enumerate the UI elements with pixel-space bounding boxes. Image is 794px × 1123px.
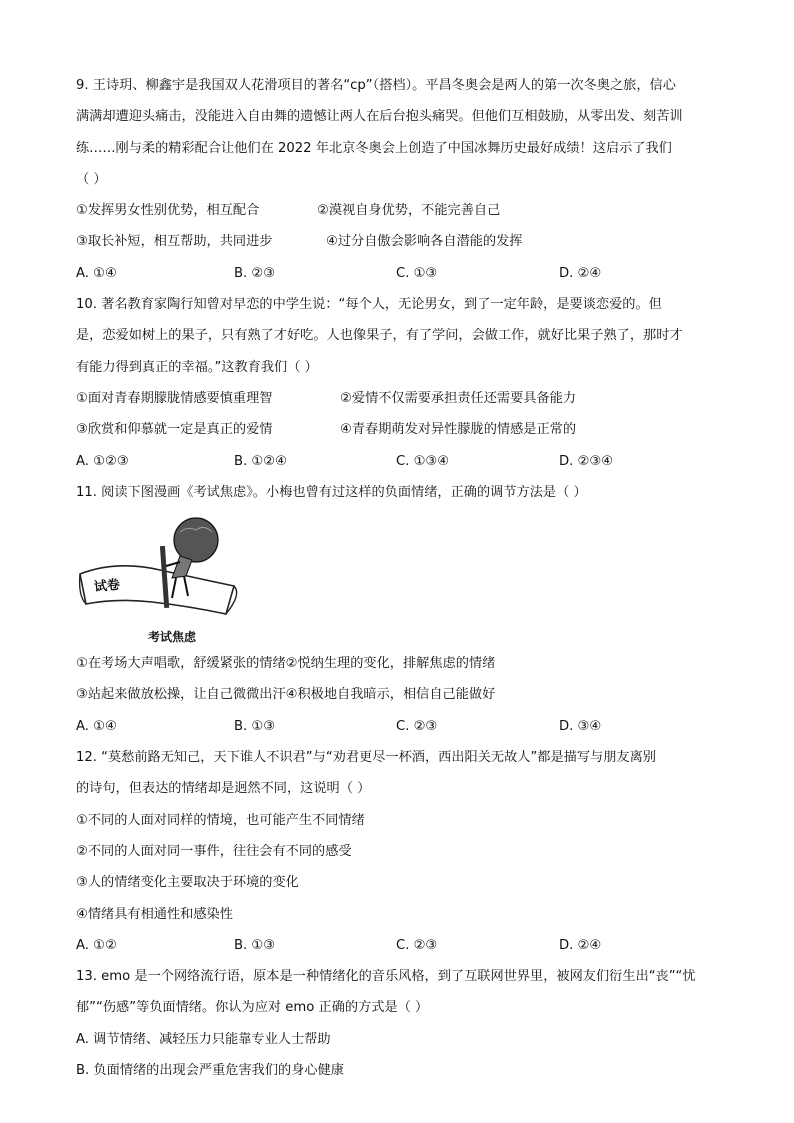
question-stem-line: 11. 阅读下图漫画《考试焦虑》。小梅也曾有过这样的负面情绪，正确的调节方法是（ ） xyxy=(76,484,587,500)
option-c[interactable]: C. ②③ xyxy=(396,937,438,953)
statement-row xyxy=(76,383,726,414)
question-stem-line: 郁”“伤感”等负面情绪。你认为应对 emo 正确的方式是（ ） xyxy=(76,1000,429,1016)
question-stem-line: 练……刚与柔的精彩配合让他们在 2022 年北京冬奥会上创造了中国冰舞历史最好成绩！这启示了我们 xyxy=(76,140,672,156)
question-stem-line: 10. 著名教育家陶行知曾对早恋的中学生说：“每个人，无论男女，到了一定年龄，是要谈恋爱的。但 xyxy=(76,297,662,313)
option-d[interactable]: D. ②④ xyxy=(559,937,602,953)
statement-4: ④青春期萌发对异性朦胧的情感是正常的 xyxy=(340,422,577,438)
statement-1: ①不同的人面对同样的情境，也可能产生不同情绪 xyxy=(76,812,365,828)
exam-page xyxy=(76,70,726,1086)
answer-options xyxy=(76,446,726,477)
statement-1: ①发挥男女性别优势，相互配合 xyxy=(76,203,260,219)
option-a[interactable]: A. ①②③ xyxy=(76,453,129,469)
option-b[interactable]: B. ②③ xyxy=(234,265,276,281)
option-c[interactable]: C. ①③④ xyxy=(396,453,450,469)
statement-2: ②漠视自身优势，不能完善自己 xyxy=(317,203,501,219)
statement-4: ④情绪具有相通性和感染性 xyxy=(76,906,233,922)
statement-3: ③取长补短，相互帮助，共同进步 xyxy=(76,234,273,250)
question-11 xyxy=(76,477,726,742)
cartoon-figure xyxy=(76,508,726,648)
option-b[interactable]: B. ①③ xyxy=(234,937,276,953)
question-13 xyxy=(76,961,726,1086)
statement-3: ③欣赏和仰慕就一定是真正的爱情 xyxy=(76,422,273,438)
answer-options xyxy=(76,711,726,742)
option-d[interactable]: D. ②③④ xyxy=(559,453,614,469)
question-stem-line: 的诗句，但表达的情绪却是迥然不同，这说明（ ） xyxy=(76,781,371,797)
answer-blank: （ ） xyxy=(76,171,107,187)
statement-2: ②爱情不仅需要承担责任还需要具备能力 xyxy=(340,390,577,406)
statement-4: ④过分自傲会影响各自潜能的发挥 xyxy=(326,234,523,250)
option-a[interactable]: A. ①② xyxy=(76,937,117,953)
answer-options xyxy=(76,258,726,289)
option-a[interactable]: A. ①④ xyxy=(76,265,117,281)
option-d[interactable]: D. ③④ xyxy=(559,718,602,734)
option-c[interactable]: C. ②③ xyxy=(396,718,438,734)
paper-label: 试卷 xyxy=(93,577,121,596)
question-12 xyxy=(76,742,726,961)
statement-1: ①面对青春期朦胧情感要慎重理智 xyxy=(76,390,273,406)
cartoon-exam-anxiety-illustration xyxy=(76,516,246,628)
statement-row xyxy=(76,414,726,445)
statement-3: ③人的情绪变化主要取决于环境的变化 xyxy=(76,875,299,891)
figure-caption: 考试焦虑 xyxy=(148,630,197,645)
question-stem-line: 满满却遭迎头痛击，没能进入自由舞的遗憾让两人在后台抱头痛哭。但他们互相鼓励，从零出发、刻苦训 xyxy=(76,109,683,125)
option-a[interactable]: A. 调节情绪、减轻压力只能靠专业人士帮助 xyxy=(76,1031,331,1047)
question-9 xyxy=(76,70,726,289)
question-stem-line: 9. 王诗玥、柳鑫宇是我国双人花滑项目的著名“cp”（搭档）。平昌冬奥会是两人的第一次冬奥之旅，信心 xyxy=(76,78,676,93)
question-10 xyxy=(76,289,726,477)
statement-2: ②不同的人面对同一事件，往往会有不同的感受 xyxy=(76,843,352,859)
question-stem-line: 是，恋爱如树上的果子，只有熟了才好吃。人也像果子，有了学问，会做工作，就好比果子熟了，那时才 xyxy=(76,328,683,344)
question-stem-line: 12. “莫愁前路无知己，天下谁人不识君”与“劝君更尽一杯酒，西出阳关无故人”都是描写与朋友离别 xyxy=(76,750,656,766)
option-b[interactable]: B. ①③ xyxy=(234,718,276,734)
question-stem-line: 有能力得到真正的幸福。”这教育我们（ ） xyxy=(76,359,318,375)
option-b[interactable]: B. ①②④ xyxy=(234,453,287,469)
answer-options xyxy=(76,930,726,961)
option-d[interactable]: D. ②④ xyxy=(559,265,602,281)
statement-row xyxy=(76,226,726,257)
statement-row: ③站起来做放松操，让自己微微出汗④积极地自我暗示，相信自己能做好 xyxy=(76,687,496,703)
question-stem-line: 13. emo 是一个网络流行语，原本是一种情绪化的音乐风格，到了互联网世界里，被网友们衍生出“丧”“忧 xyxy=(76,969,696,985)
option-c[interactable]: C. ①③ xyxy=(396,265,438,281)
statement-row: ①在考场大声唱歌，舒缓紧张的情绪②悦纳生理的变化，排解焦虑的情绪 xyxy=(76,656,496,672)
option-a[interactable]: A. ①④ xyxy=(76,718,117,734)
option-b[interactable]: B. 负面情绪的出现会严重危害我们的身心健康 xyxy=(76,1063,344,1079)
statement-row xyxy=(76,195,726,226)
